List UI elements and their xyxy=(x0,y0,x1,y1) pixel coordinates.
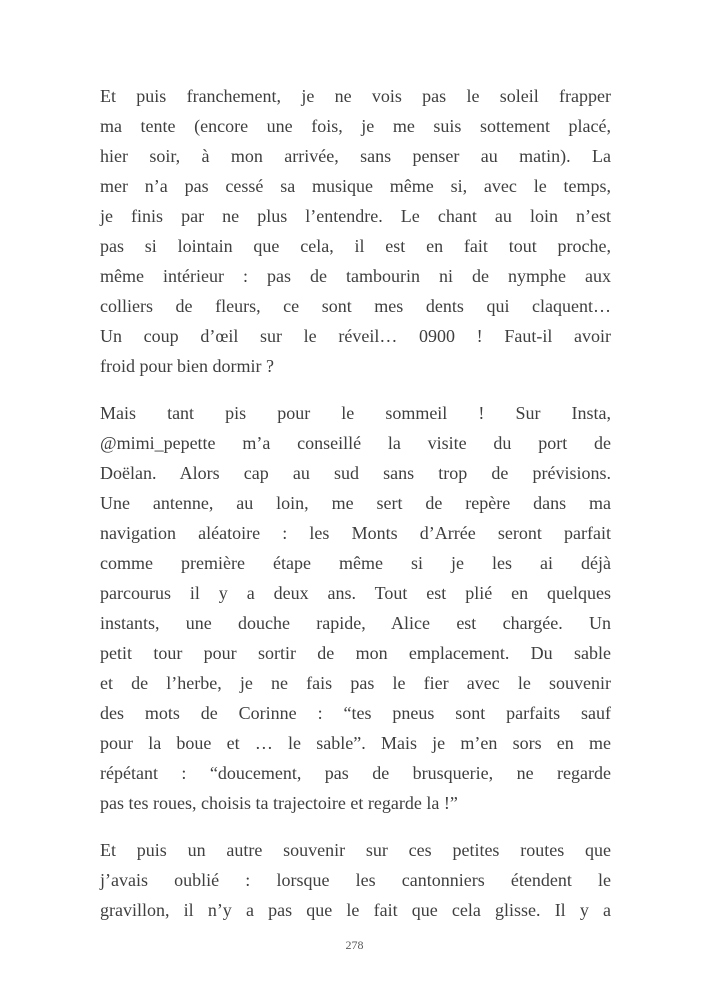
text-line: et de l’herbe, je ne fais pas le fier avec le souvenir xyxy=(100,673,611,693)
text-line: Mais tant pis pour le sommeil ! Sur Insta, xyxy=(100,403,611,423)
paragraph-3 xyxy=(100,835,611,925)
text-line: j’avais oublié : lorsque les cantonniers étendent le xyxy=(100,870,611,890)
text-line: @mimi_pepette m’a conseillé la visite du port de xyxy=(100,433,611,453)
text-line: navigation aléatoire : les Monts d’Arrée seront parfait xyxy=(100,523,611,543)
text-line: comme première étape même si je les ai déjà xyxy=(100,553,611,573)
page-text-block xyxy=(100,81,611,942)
text-line: je finis par ne plus l’entendre. Le chant au loin n’est xyxy=(100,206,611,226)
text-line: Et puis franchement, je ne vois pas le soleil frapper xyxy=(100,86,611,106)
text-line: instants, une douche rapide, Alice est chargée. Un xyxy=(100,613,611,633)
text-line: répétant : “doucement, pas de brusquerie, ne regarde xyxy=(100,763,611,783)
text-line: mer n’a pas cessé sa musique même si, avec le temps, xyxy=(100,176,611,196)
text-line: des mots de Corinne : “tes pneus sont parfaits sauf xyxy=(100,703,611,723)
text-line: gravillon, il n’y a pas que le fait que cela glisse. Il y a xyxy=(100,900,611,920)
text-line: froid pour bien dormir ? xyxy=(100,356,274,376)
text-line: Une antenne, au loin, me sert de repère dans ma xyxy=(100,493,611,513)
text-line: parcourus il y a deux ans. Tout est plié en quelques xyxy=(100,583,611,603)
text-line: Et puis un autre souvenir sur ces petites routes que xyxy=(100,840,611,860)
text-line: petit tour pour sortir de mon emplacement. Du sable xyxy=(100,643,611,663)
text-line: Doëlan. Alors cap au sud sans trop de prévisions. xyxy=(100,463,611,483)
page-number: 278 xyxy=(345,938,364,952)
text-line: hier soir, à mon arrivée, sans penser au matin). La xyxy=(100,146,611,166)
paragraph-2 xyxy=(100,398,611,818)
text-line: ma tente (encore une fois, je me suis sottement placé, xyxy=(100,116,611,136)
paragraph-1 xyxy=(100,81,611,381)
text-line: pas si lointain que cela, il est en fait tout proche, xyxy=(100,236,611,256)
text-line: colliers de fleurs, ce sont mes dents qui claquent… xyxy=(100,296,611,316)
text-line: pas tes roues, choisis ta trajectoire et regarde la !” xyxy=(100,793,458,813)
text-line: pour la boue et … le sable”. Mais je m’en sors en me xyxy=(100,733,611,753)
text-line: Un coup d’œil sur le réveil… 0900 ! Faut-il avoir xyxy=(100,326,611,346)
text-line: même intérieur : pas de tambourin ni de nymphe aux xyxy=(100,266,611,286)
